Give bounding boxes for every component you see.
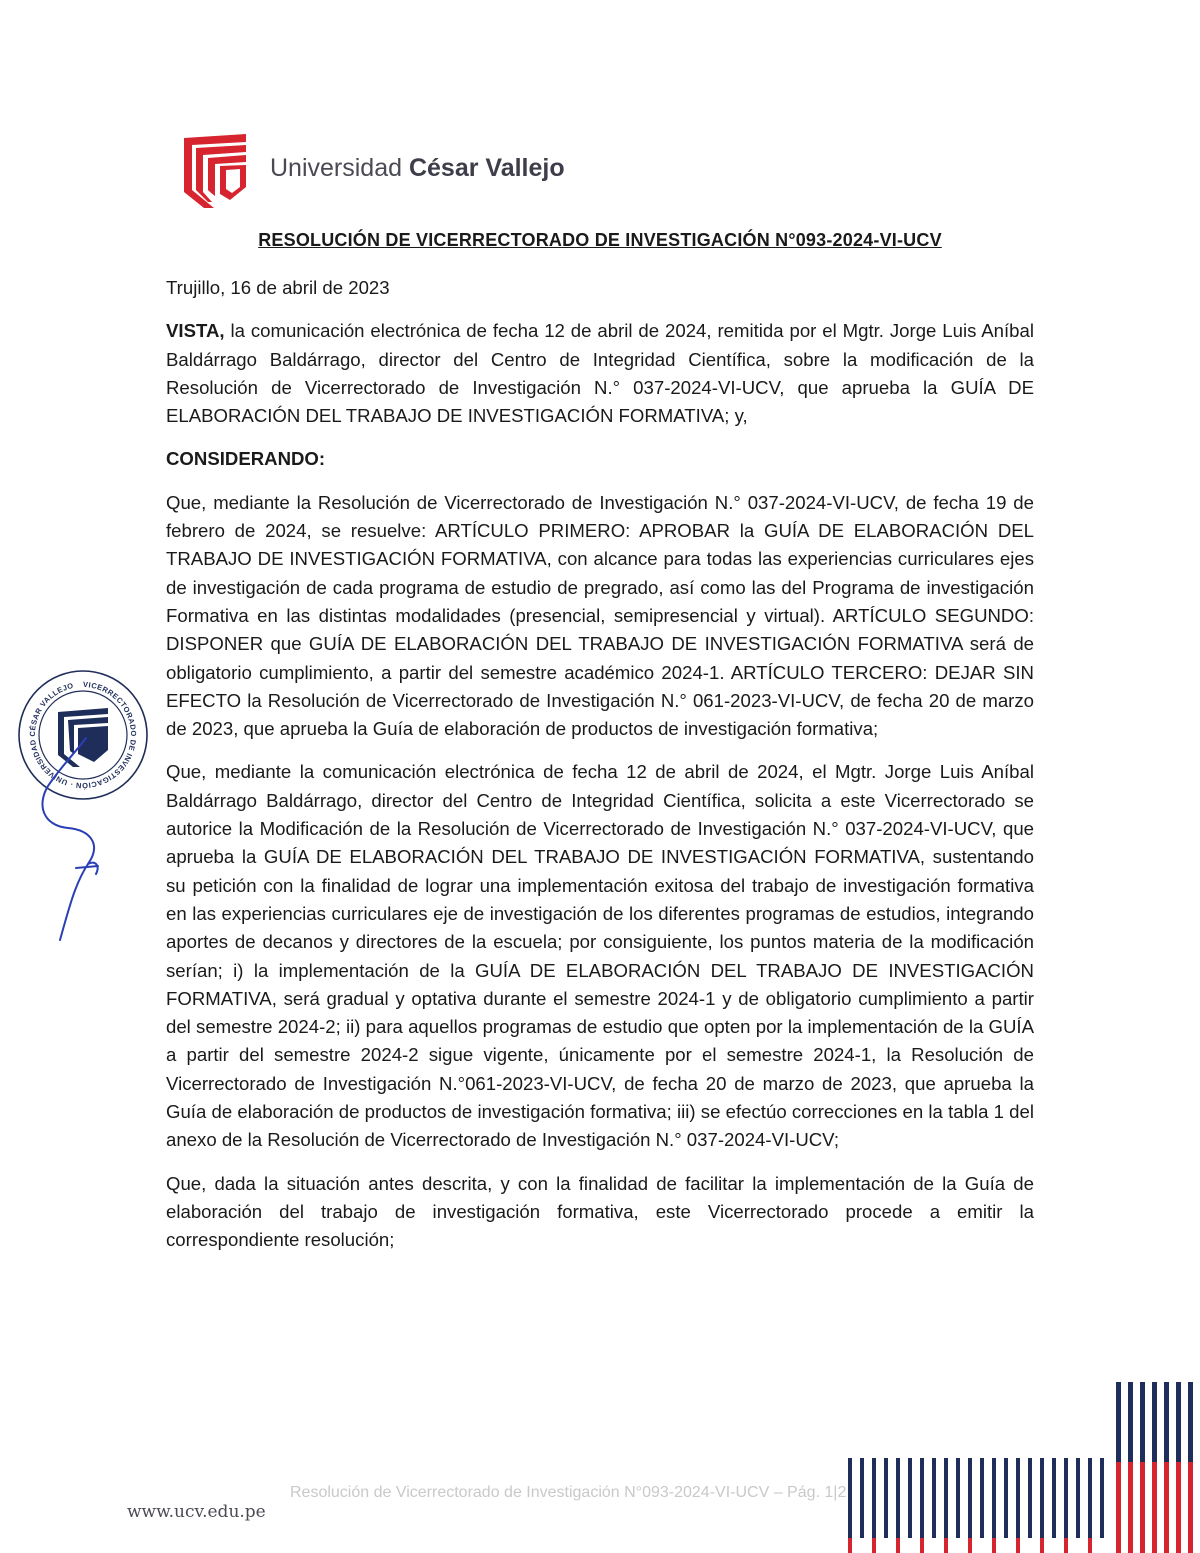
- considerando-paragraph: Que, dada la situación antes descrita, y con la finalidad de facilitar la implementación de la Guía de elaboración del trabajo de investigación formativa, este Vicerrectorado procede a emitir la correspondiente resolución;: [166, 1172, 1034, 1251]
- vista-label: VISTA,: [166, 320, 225, 342]
- document-body: [166, 274, 1034, 1270]
- vista-paragraph: [166, 317, 1034, 430]
- considerando-heading: CONSIDERANDO:: [166, 448, 326, 470]
- considerando-paragraph: Que, mediante la comunicación electrónica de fecha 12 de abril de 2024, el Mgtr. Jorge Luis Aníbal Baldárrago Baldárrago, director del Centro de Integridad Científica, solicita a este Vicerrectorado se autorice la Modificación de la Resolución de Vicerrectorado de Investigación N.° 037-2024-VI-UCV, que aprueba la GUÍA DE ELABORACIÓN DEL TRABAJO DE INVESTIGACIÓN FORMATIVA, sustentando su petición con la finalidad de lograr una implementación exitosa del trabajo de investigación formativa en las experiencias curriculares eje de investigación de los diferentes programas de estudios, integrando aportes de decanos y directores de la escuela; por consiguiente, los puntos materia de la modificación serían; i) la implementación de la GUÍA DE ELABORACIÓN DEL TRABAJO DE INVESTIGACIÓN FORMATIVA, será gradual y optativa durante el semestre 2024-1 y de obligatorio cumplimiento a partir del semestre 2024-2; ii) para aquellos programas de estudio que opten por la implementación de la GUÍA a partir del semestre 2024-2 sigue vigente, únicamente por el semestre 2024-1, la Resolución de Vicerrectorado de Investigación N.°061-2023-VI-UCV, de fecha 20 de marzo de 2023, que aprueba la Guía de elaboración de productos de investigación formativa; iii) se efectúo correcciones en la tabla 1 del anexo de la Resolución de Vicerrectorado de Investigación N.° 037-2024-VI-UCV;: [166, 761, 1034, 1151]
- footer-url: www.ucv.edu.pe: [127, 1502, 266, 1522]
- logo-text-regular: Universidad: [270, 154, 403, 182]
- ucv-shield-icon: [182, 132, 248, 210]
- seal-ring-text: VICERRECTORADO DE INVESTIGACIÓN · UNIVERSIDAD CÉSAR VALLEJO: [27, 679, 139, 791]
- document-date: Trujillo, 16 de abril de 2023: [166, 277, 390, 298]
- considerando-paragraph: Que, mediante la Resolución de Vicerrectorado de Investigación N.° 037-2024-VI-UCV, de fecha 19 de febrero de 2024, se resuelve: ARTÍCULO PRIMERO: APROBAR la GUÍA DE ELABORACIÓN DEL TRABAJO DE INVESTIGACIÓN FORMATIVA, con alcance para todas las experiencias curriculares ejes de investigación de cada programa de estudio de pregrado, así como las del Programa de investigación Formativa en las distintas modalidades (presencial, semipresencial y virtual). ARTÍCULO SEGUNDO: DISPONER que GUÍA DE ELABORACIÓN DEL TRABAJO DE INVESTIGACIÓN FORMATIVA será de obligatorio cumplimiento, a partir del semestre académico 2024-1. ARTÍCULO TERCERO: DEJAR SIN EFECTO la Resolución de Vicerrectorado de Investigación N.° 061-2023-VI-UCV, de fecha 20 de marzo de 2023, que aprueba la Guía de elaboración de productos de investigación formativa;: [166, 491, 1034, 740]
- resolution-title: RESOLUCIÓN DE VICERRECTORADO DE INVESTIGACIÓN N°093-2024-VI-UCV: [258, 230, 942, 250]
- decorative-barcode: [844, 1378, 1200, 1553]
- seal-shield-icon: [58, 708, 108, 767]
- vista-text: la comunicación electrónica de fecha 12 de abril de 2024, remitida por el Mgtr. Jorge Luis Aníbal Baldárrago Baldárrago, director del Centro de Integridad Científica, sobre la modificación de la Resolución de Vicerrectorado de Investigación N.° 037-2024-VI-UCV, que aprueba la GUÍA DE ELABORACIÓN DEL TRABAJO DE INVESTIGACIÓN FORMATIVA; y,: [166, 320, 1034, 427]
- official-seal-stamp: [16, 668, 150, 948]
- university-logo: [182, 132, 602, 212]
- university-name: [270, 154, 565, 183]
- footer-page-text: Resolución de Vicerrectorado de Investigación N°093-2024-VI-UCV – Pág. 1|2: [290, 1484, 847, 1501]
- logo-text-bold: César Vallejo: [408, 154, 565, 182]
